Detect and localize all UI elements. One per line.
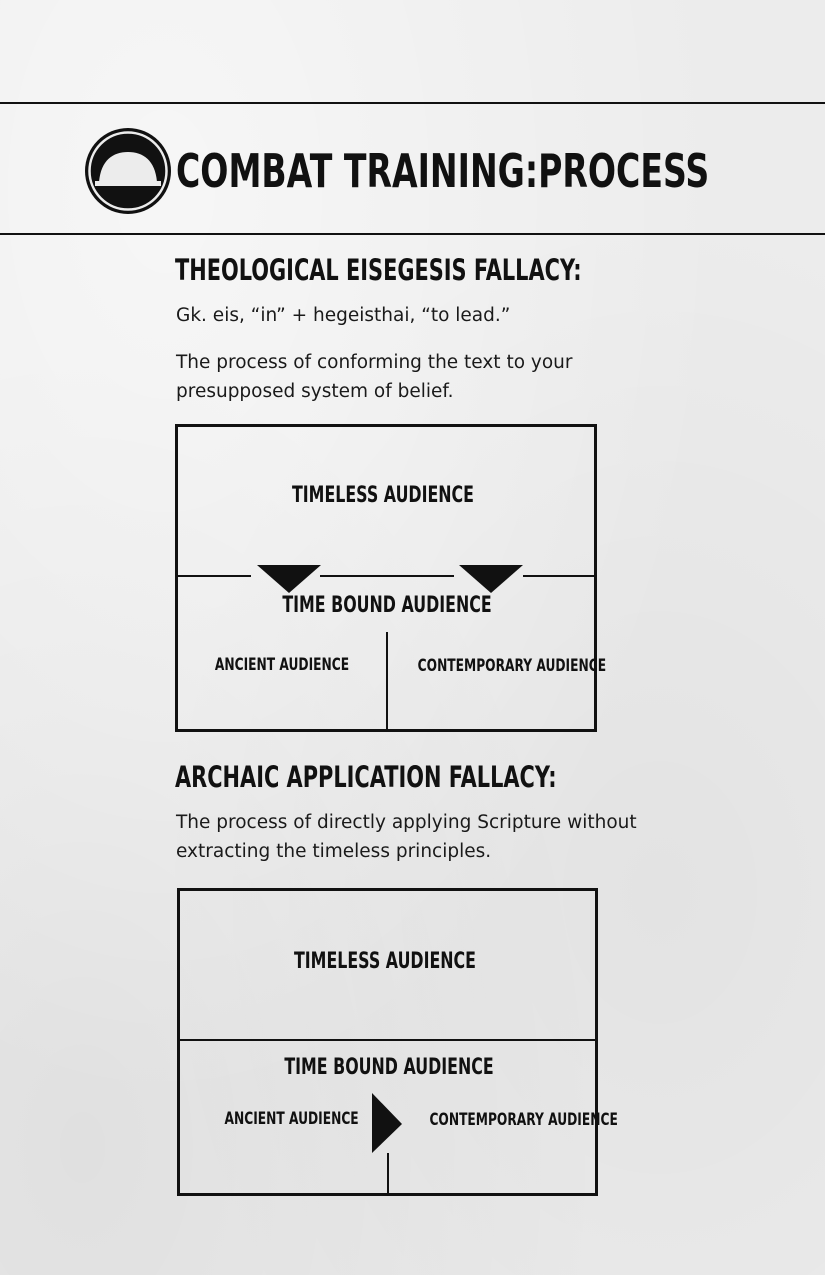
- archaic-diagram: [177, 888, 618, 1196]
- description-line: The process of conforming the text to your: [176, 352, 573, 373]
- diagram-divider-horizontal: [523, 575, 594, 577]
- diagram-divider-vertical: [386, 632, 388, 732]
- diagram-divider-horizontal: [180, 1039, 595, 1041]
- ancient-audience-label: ANCIENT AUDIENCE: [214, 655, 350, 675]
- description-line: The process of directly applying Scripture without: [176, 812, 637, 833]
- right-triangle-icon: [370, 1093, 404, 1160]
- time-bound-audience-label: TIME BOUND AUDIENCE: [282, 593, 492, 618]
- section-heading-eisegesis: THEOLOGICAL EISEGESIS FALLACY:: [175, 253, 582, 287]
- eisegesis-diagram: [175, 424, 607, 732]
- contemporary-audience-label: CONTEMPORARY AUDIENCE: [417, 656, 607, 676]
- timeless-audience-label: TIMELESS AUDIENCE: [293, 949, 477, 974]
- description-line: presupposed system of belief.: [176, 381, 454, 402]
- contemporary-audience-label: CONTEMPORARY AUDIENCE: [429, 1110, 618, 1130]
- section-heading-archaic: ARCHAIC APPLICATION FALLACY:: [175, 760, 557, 794]
- header-top-rule: [0, 102, 825, 104]
- helmet-icon: [83, 126, 173, 216]
- etymology-text: Gk. eis, “in” + hegeisthai, “to lead.”: [176, 305, 511, 326]
- diagram-divider-horizontal: [178, 575, 251, 577]
- timeless-audience-label: TIMELESS AUDIENCE: [291, 483, 475, 508]
- diagram-divider-horizontal: [320, 575, 454, 577]
- eisegesis-description: [176, 348, 573, 406]
- header-bottom-rule: [0, 233, 825, 235]
- time-bound-audience-label: TIME BOUND AUDIENCE: [284, 1055, 494, 1080]
- archaic-description: [176, 808, 637, 866]
- ancient-audience-label: ANCIENT AUDIENCE: [224, 1109, 359, 1129]
- description-line: extracting the timeless principles.: [176, 841, 492, 862]
- page-title: COMBAT TRAINING:PROCESS: [176, 144, 710, 198]
